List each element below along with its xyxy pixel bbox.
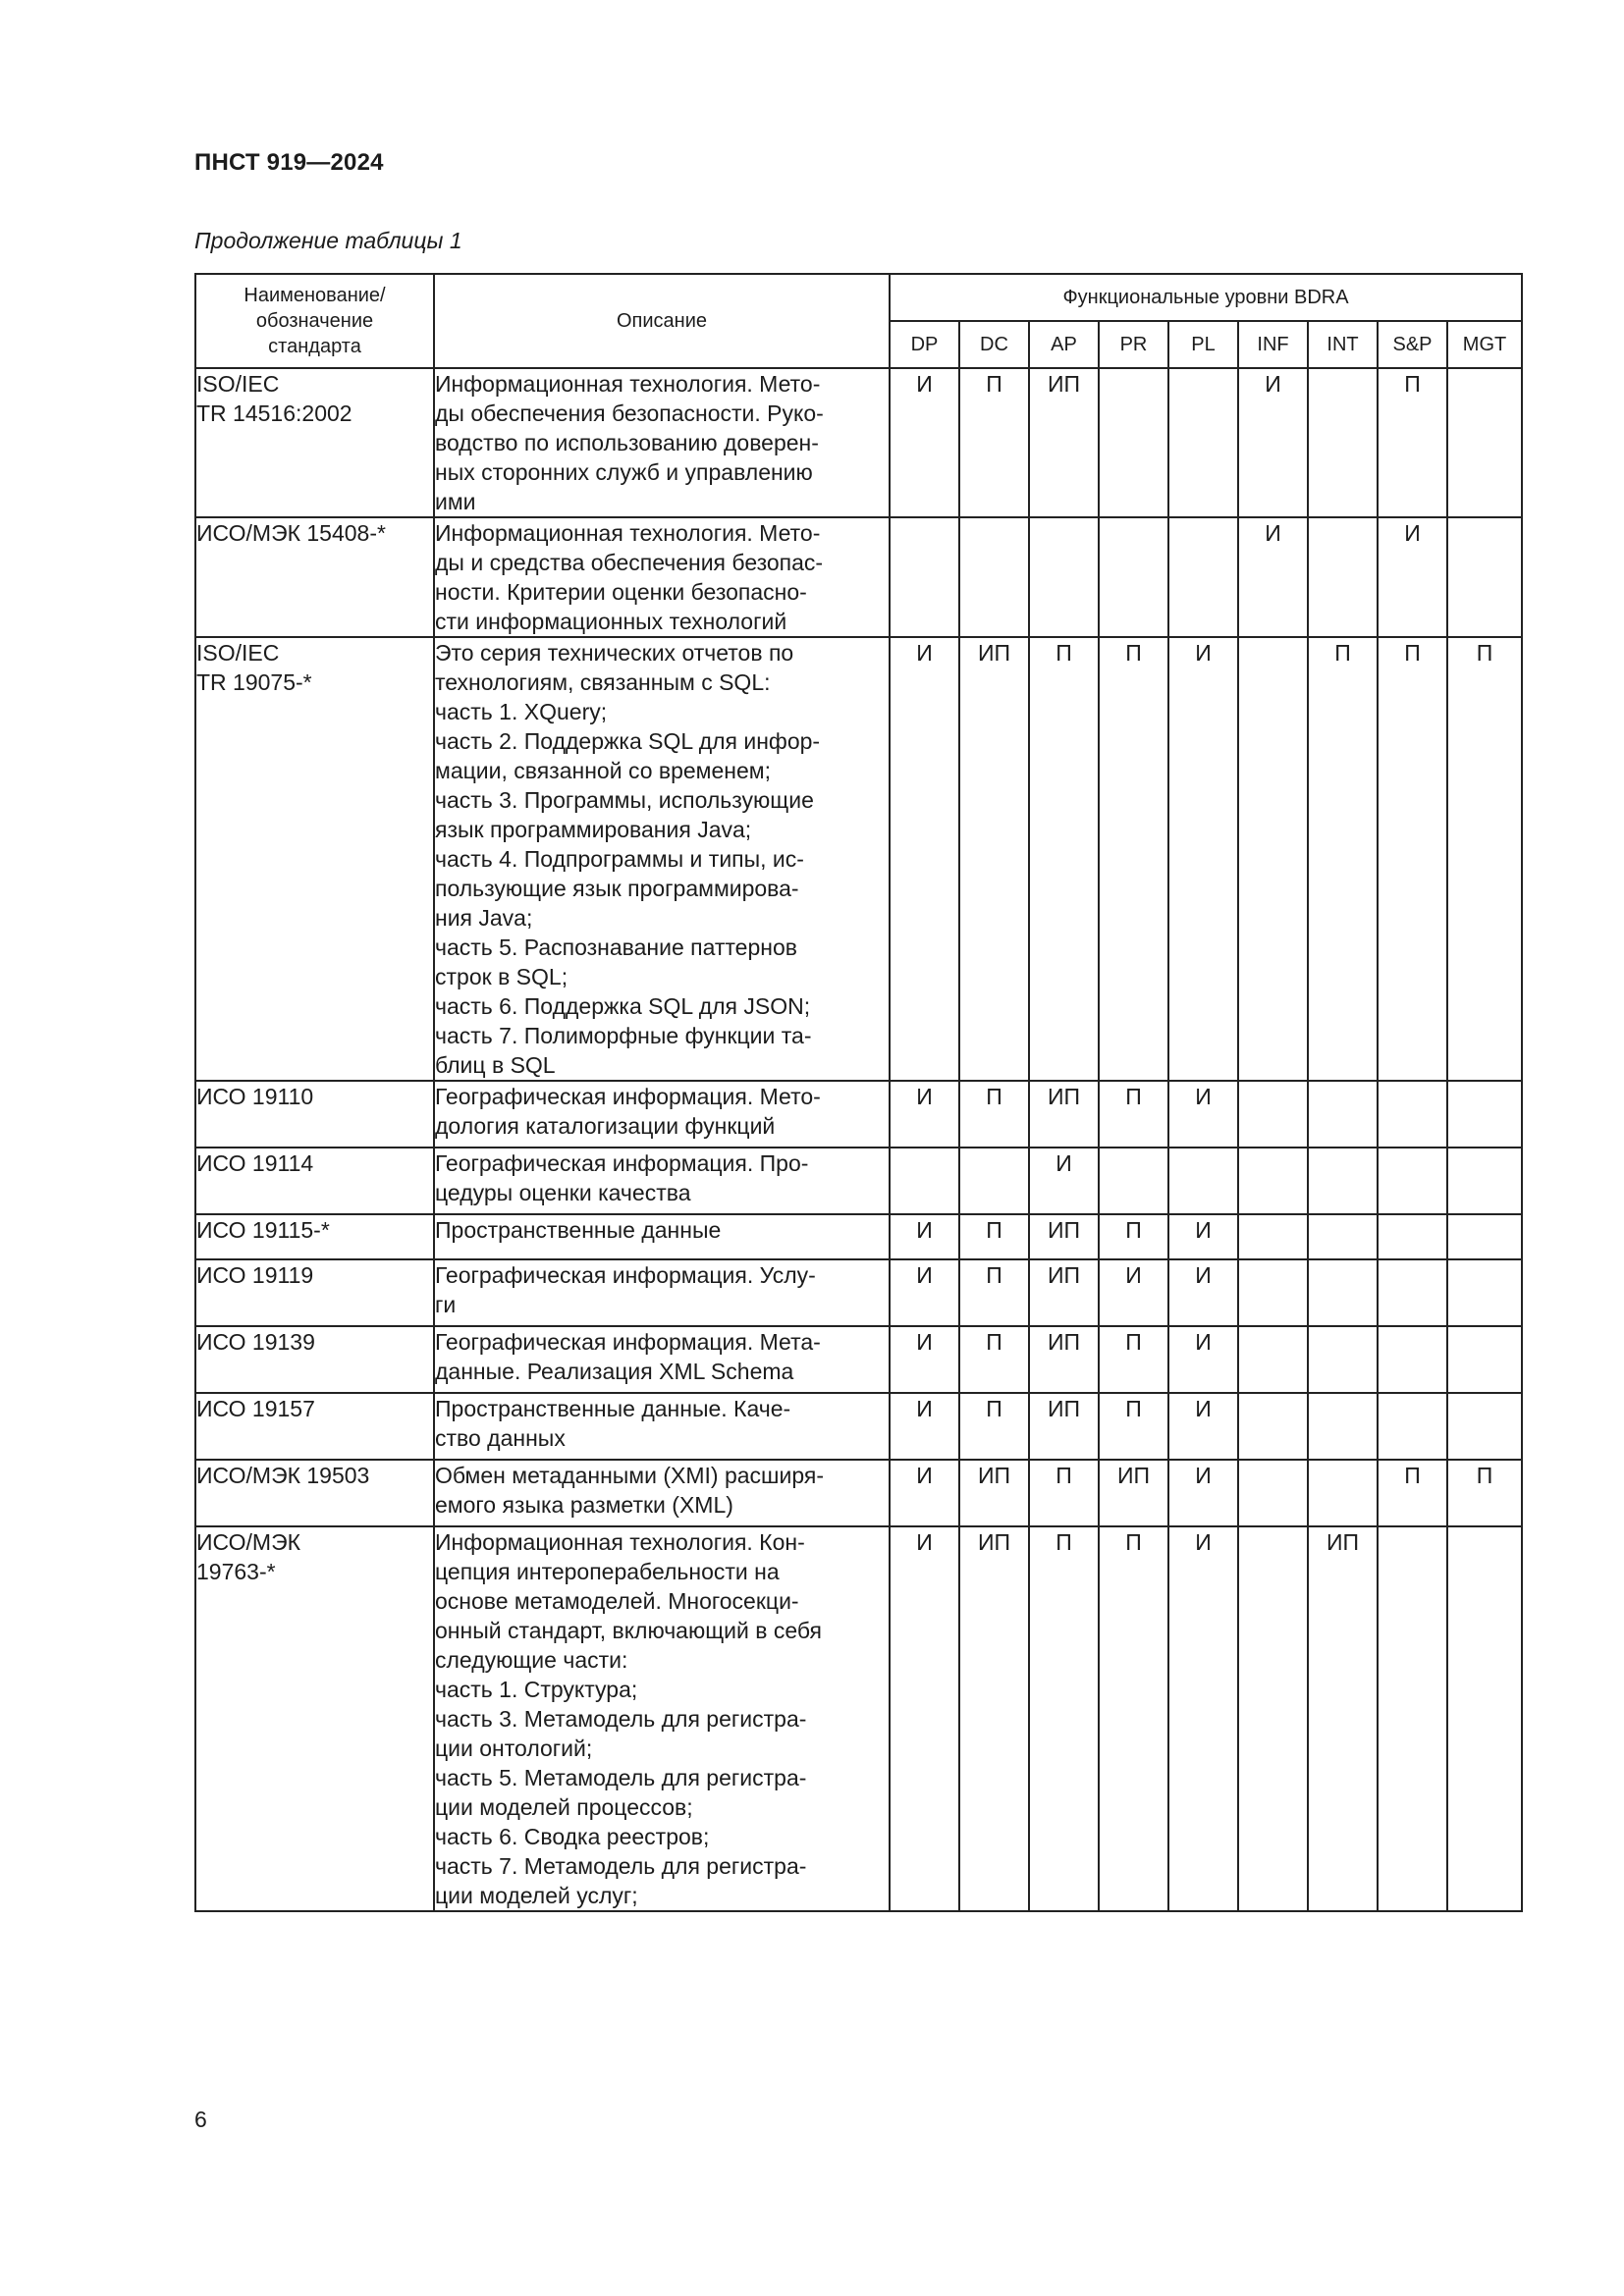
level-cell <box>1238 1326 1308 1393</box>
description-line: часть 5. Распознавание паттернов <box>435 934 797 960</box>
level-cell: И <box>1378 517 1447 637</box>
level-cell: П <box>1099 1214 1168 1259</box>
level-cell <box>1378 1081 1447 1148</box>
level-cell: И <box>1238 517 1308 637</box>
level-cell: И <box>890 1259 959 1326</box>
level-cell: И <box>890 368 959 517</box>
description-line: ных сторонних служб и управлению <box>435 459 813 485</box>
description-line: емого языка разметки (XML) <box>435 1492 733 1518</box>
level-cell: ИП <box>1029 1326 1099 1393</box>
standard-description <box>434 1393 890 1460</box>
column-header: PL <box>1168 321 1238 368</box>
description-line: дология каталогизации функций <box>435 1113 776 1139</box>
description-line: Это серия технических отчетов по <box>435 640 794 666</box>
description-line: часть 3. Программы, использующие <box>435 787 814 813</box>
level-cell: П <box>959 1081 1029 1148</box>
header-name-cell <box>195 274 434 368</box>
level-cell <box>1308 1460 1378 1526</box>
standard-name-line: ИСО 19115-* <box>196 1217 330 1243</box>
description-line: часть 6. Поддержка SQL для JSON; <box>435 993 811 1019</box>
level-cell: П <box>959 1393 1029 1460</box>
level-cell <box>1238 1460 1308 1526</box>
level-cell: И <box>1168 1326 1238 1393</box>
level-cell <box>1029 517 1099 637</box>
level-cell: П <box>1029 1526 1099 1911</box>
level-cell: П <box>1099 1081 1168 1148</box>
standard-name-line: ИСО/МЭК 15408-* <box>196 520 386 546</box>
standard-description <box>434 1214 890 1259</box>
description-line: цедуры оценки качества <box>435 1180 691 1205</box>
level-cell: П <box>1378 368 1447 517</box>
level-cell <box>1238 637 1308 1081</box>
level-cell <box>1099 1148 1168 1214</box>
description-line: ды обеспечения безопасности. Руко- <box>435 400 824 426</box>
level-cell <box>1308 368 1378 517</box>
standard-description <box>434 1148 890 1214</box>
level-cell: П <box>1099 1393 1168 1460</box>
description-line: Географическая информация. Про- <box>435 1150 809 1176</box>
description-line: часть 3. Метамодель для регистра- <box>435 1706 807 1732</box>
table-row <box>195 1460 1522 1526</box>
standard-name-line: TR 14516:2002 <box>196 400 352 426</box>
description-line: часть 7. Полиморфные функции та- <box>435 1023 812 1048</box>
level-cell <box>1238 1259 1308 1326</box>
level-cell <box>1308 517 1378 637</box>
level-cell: И <box>890 637 959 1081</box>
standards-table <box>194 273 1523 1912</box>
level-cell <box>1378 1259 1447 1326</box>
standard-name <box>195 1081 434 1148</box>
level-cell: ИП <box>959 637 1029 1081</box>
level-cell <box>1238 1393 1308 1460</box>
column-header: AP <box>1029 321 1099 368</box>
level-cell: П <box>1099 637 1168 1081</box>
level-cell: И <box>1168 1460 1238 1526</box>
level-cell: И <box>890 1526 959 1911</box>
column-header: INT <box>1308 321 1378 368</box>
table-row <box>195 1214 1522 1259</box>
level-cell: П <box>959 368 1029 517</box>
level-cell <box>1447 1081 1522 1148</box>
description-line: Пространственные данные. Каче- <box>435 1396 791 1421</box>
level-cell <box>1168 517 1238 637</box>
column-header: INF <box>1238 321 1308 368</box>
header-name-line: обозначение <box>255 310 374 332</box>
level-cell <box>1378 1214 1447 1259</box>
standard-name-line: ИСО 19139 <box>196 1329 315 1355</box>
level-cell <box>1378 1526 1447 1911</box>
description-line: основе метамоделей. Многосекци- <box>435 1588 799 1614</box>
description-line: строк в SQL; <box>435 964 568 989</box>
standard-name <box>195 1326 434 1393</box>
description-line: часть 2. Поддержка SQL для инфор- <box>435 728 821 754</box>
table-row <box>195 368 1522 517</box>
standard-name <box>195 517 434 637</box>
header-name-line: стандарта <box>268 336 361 357</box>
level-cell: П <box>1029 1460 1099 1526</box>
level-cell: И <box>1168 1081 1238 1148</box>
level-cell: П <box>959 1259 1029 1326</box>
level-cell: ИП <box>1029 1214 1099 1259</box>
level-cell <box>890 517 959 637</box>
description-line: цепция интероперабельности на <box>435 1559 780 1584</box>
description-line: мации, связанной со временем; <box>435 758 771 783</box>
standard-description <box>434 637 890 1081</box>
standard-name <box>195 637 434 1081</box>
description-line: ими <box>435 489 476 514</box>
level-cell: ИП <box>1029 1259 1099 1326</box>
level-cell: И <box>1168 637 1238 1081</box>
description-line: часть 6. Сводка реестров; <box>435 1824 710 1849</box>
standard-description <box>434 368 890 517</box>
description-line: пользующие язык программирова- <box>435 876 799 901</box>
standard-description <box>434 1259 890 1326</box>
standard-name-line: TR 19075-* <box>196 669 312 695</box>
standard-description <box>434 1081 890 1148</box>
table-row <box>195 1148 1522 1214</box>
level-cell <box>1378 1148 1447 1214</box>
level-cell: ИП <box>959 1460 1029 1526</box>
level-cell: П <box>1447 1460 1522 1526</box>
description-line: ги <box>435 1292 457 1317</box>
table-row <box>195 1393 1522 1460</box>
level-cell <box>959 1148 1029 1214</box>
description-line: блиц в SQL <box>435 1052 556 1078</box>
table-row <box>195 517 1522 637</box>
level-cell: П <box>1308 637 1378 1081</box>
header-levels: Функциональные уровни BDRA <box>890 274 1522 321</box>
level-cell <box>1378 1393 1447 1460</box>
table-row <box>195 637 1522 1081</box>
level-cell: П <box>959 1214 1029 1259</box>
column-header: DC <box>959 321 1029 368</box>
description-line: Информационная технология. Кон- <box>435 1529 805 1555</box>
level-cell <box>1238 1526 1308 1911</box>
level-cell <box>1447 517 1522 637</box>
description-line: Географическая информация. Мето- <box>435 1084 821 1109</box>
description-line: Пространственные данные <box>435 1217 722 1243</box>
level-cell <box>1447 1259 1522 1326</box>
description-line: онный стандарт, включающий в себя <box>435 1618 822 1643</box>
standard-name <box>195 1460 434 1526</box>
description-line: Географическая информация. Мета- <box>435 1329 821 1355</box>
level-cell: ИП <box>1029 1393 1099 1460</box>
level-cell: П <box>1099 1326 1168 1393</box>
level-cell: П <box>1029 637 1099 1081</box>
description-line: данные. Реализация XML Schema <box>435 1359 794 1384</box>
standard-name <box>195 1148 434 1214</box>
level-cell: И <box>890 1081 959 1148</box>
level-cell: И <box>1168 1393 1238 1460</box>
level-cell <box>1447 1526 1522 1911</box>
level-cell: ИП <box>959 1526 1029 1911</box>
level-cell <box>959 517 1029 637</box>
description-line: ство данных <box>435 1425 566 1451</box>
level-cell <box>1308 1148 1378 1214</box>
level-cell <box>1447 1326 1522 1393</box>
level-cell <box>1378 1326 1447 1393</box>
level-cell <box>890 1148 959 1214</box>
level-cell: И <box>1168 1214 1238 1259</box>
level-cell: И <box>890 1393 959 1460</box>
description-line: сти информационных технологий <box>435 609 787 634</box>
standard-name <box>195 1526 434 1911</box>
level-cell <box>1099 517 1168 637</box>
standard-description <box>434 1526 890 1911</box>
table-row <box>195 1081 1522 1148</box>
level-cell: И <box>1238 368 1308 517</box>
standard-description <box>434 1460 890 1526</box>
level-cell <box>1447 368 1522 517</box>
level-cell: И <box>890 1460 959 1526</box>
level-cell <box>1308 1081 1378 1148</box>
level-cell <box>1099 368 1168 517</box>
column-header: PR <box>1099 321 1168 368</box>
level-cell <box>1238 1214 1308 1259</box>
standard-name-line: ИСО/МЭК <box>196 1529 301 1555</box>
standard-name <box>195 1393 434 1460</box>
standard-name <box>195 1214 434 1259</box>
level-cell <box>1308 1214 1378 1259</box>
column-header: MGT <box>1447 321 1522 368</box>
level-cell: П <box>959 1326 1029 1393</box>
standard-name <box>195 368 434 517</box>
description-line: Информационная технология. Мето- <box>435 520 821 546</box>
description-line: ния Java; <box>435 905 533 931</box>
description-line: ции моделей процессов; <box>435 1794 693 1820</box>
standard-name-line: ISO/IEC <box>196 371 280 397</box>
level-cell <box>1308 1326 1378 1393</box>
level-cell: И <box>1099 1259 1168 1326</box>
description-line: технологиям, связанным с SQL: <box>435 669 771 695</box>
standard-name-line: ISO/IEC <box>196 640 280 666</box>
level-cell: ИП <box>1029 368 1099 517</box>
standard-name-line: 19763-* <box>196 1559 276 1584</box>
description-line: водство по использованию доверен- <box>435 430 819 455</box>
standard-description <box>434 517 890 637</box>
description-line: следующие части: <box>435 1647 628 1673</box>
table-row <box>195 1526 1522 1911</box>
description-line: Обмен метаданными (XMI) расширя- <box>435 1463 824 1488</box>
page-number: 6 <box>194 2107 207 2132</box>
column-header: S&P <box>1378 321 1447 368</box>
standard-name <box>195 1259 434 1326</box>
level-cell <box>1447 1214 1522 1259</box>
description-line: Географическая информация. Услу- <box>435 1262 816 1288</box>
level-cell: И <box>1029 1148 1099 1214</box>
table-caption: Продолжение таблицы 1 <box>194 228 462 253</box>
description-line: часть 1. XQuery; <box>435 699 608 724</box>
description-line: ции моделей услуг; <box>435 1883 638 1908</box>
level-cell: П <box>1447 637 1522 1081</box>
level-cell <box>1238 1081 1308 1148</box>
level-cell <box>1168 368 1238 517</box>
description-line: Информационная технология. Мето- <box>435 371 821 397</box>
level-cell: ИП <box>1099 1460 1168 1526</box>
standard-name-line: ИСО 19119 <box>196 1262 314 1288</box>
level-cell: П <box>1378 637 1447 1081</box>
description-line: часть 7. Метамодель для регистра- <box>435 1853 807 1879</box>
document-code: ПНСТ 919—2024 <box>194 149 384 176</box>
column-header: DP <box>890 321 959 368</box>
level-cell <box>1447 1148 1522 1214</box>
level-cell <box>1308 1259 1378 1326</box>
description-line: язык программирования Java; <box>435 817 752 842</box>
standard-name-line: ИСО/МЭК 19503 <box>196 1463 370 1488</box>
standard-name-line: ИСО 19157 <box>196 1396 315 1421</box>
standard-description <box>434 1326 890 1393</box>
level-cell: П <box>1378 1460 1447 1526</box>
standard-name-line: ИСО 19110 <box>196 1084 314 1109</box>
level-cell: И <box>890 1326 959 1393</box>
level-cell: И <box>890 1214 959 1259</box>
level-cell <box>1168 1148 1238 1214</box>
description-line: часть 4. Подпрограммы и типы, ис- <box>435 846 804 872</box>
level-cell <box>1308 1393 1378 1460</box>
description-line: часть 5. Метамодель для регистра- <box>435 1765 807 1790</box>
description-line: часть 1. Структура; <box>435 1677 638 1702</box>
header-description: Описание <box>434 274 890 368</box>
level-cell: ИП <box>1029 1081 1099 1148</box>
level-cell: И <box>1168 1526 1238 1911</box>
level-cell <box>1238 1148 1308 1214</box>
description-line: ды и средства обеспечения безопас- <box>435 550 824 575</box>
level-cell: ИП <box>1308 1526 1378 1911</box>
table-row <box>195 1326 1522 1393</box>
description-line: ции онтологий; <box>435 1735 593 1761</box>
level-cell <box>1447 1393 1522 1460</box>
standard-name-line: ИСО 19114 <box>196 1150 314 1176</box>
level-cell: И <box>1168 1259 1238 1326</box>
table-row <box>195 1259 1522 1326</box>
level-cell: П <box>1099 1526 1168 1911</box>
description-line: ности. Критерии оценки безопасно- <box>435 579 807 605</box>
header-name-line: Наименование/ <box>244 285 386 306</box>
